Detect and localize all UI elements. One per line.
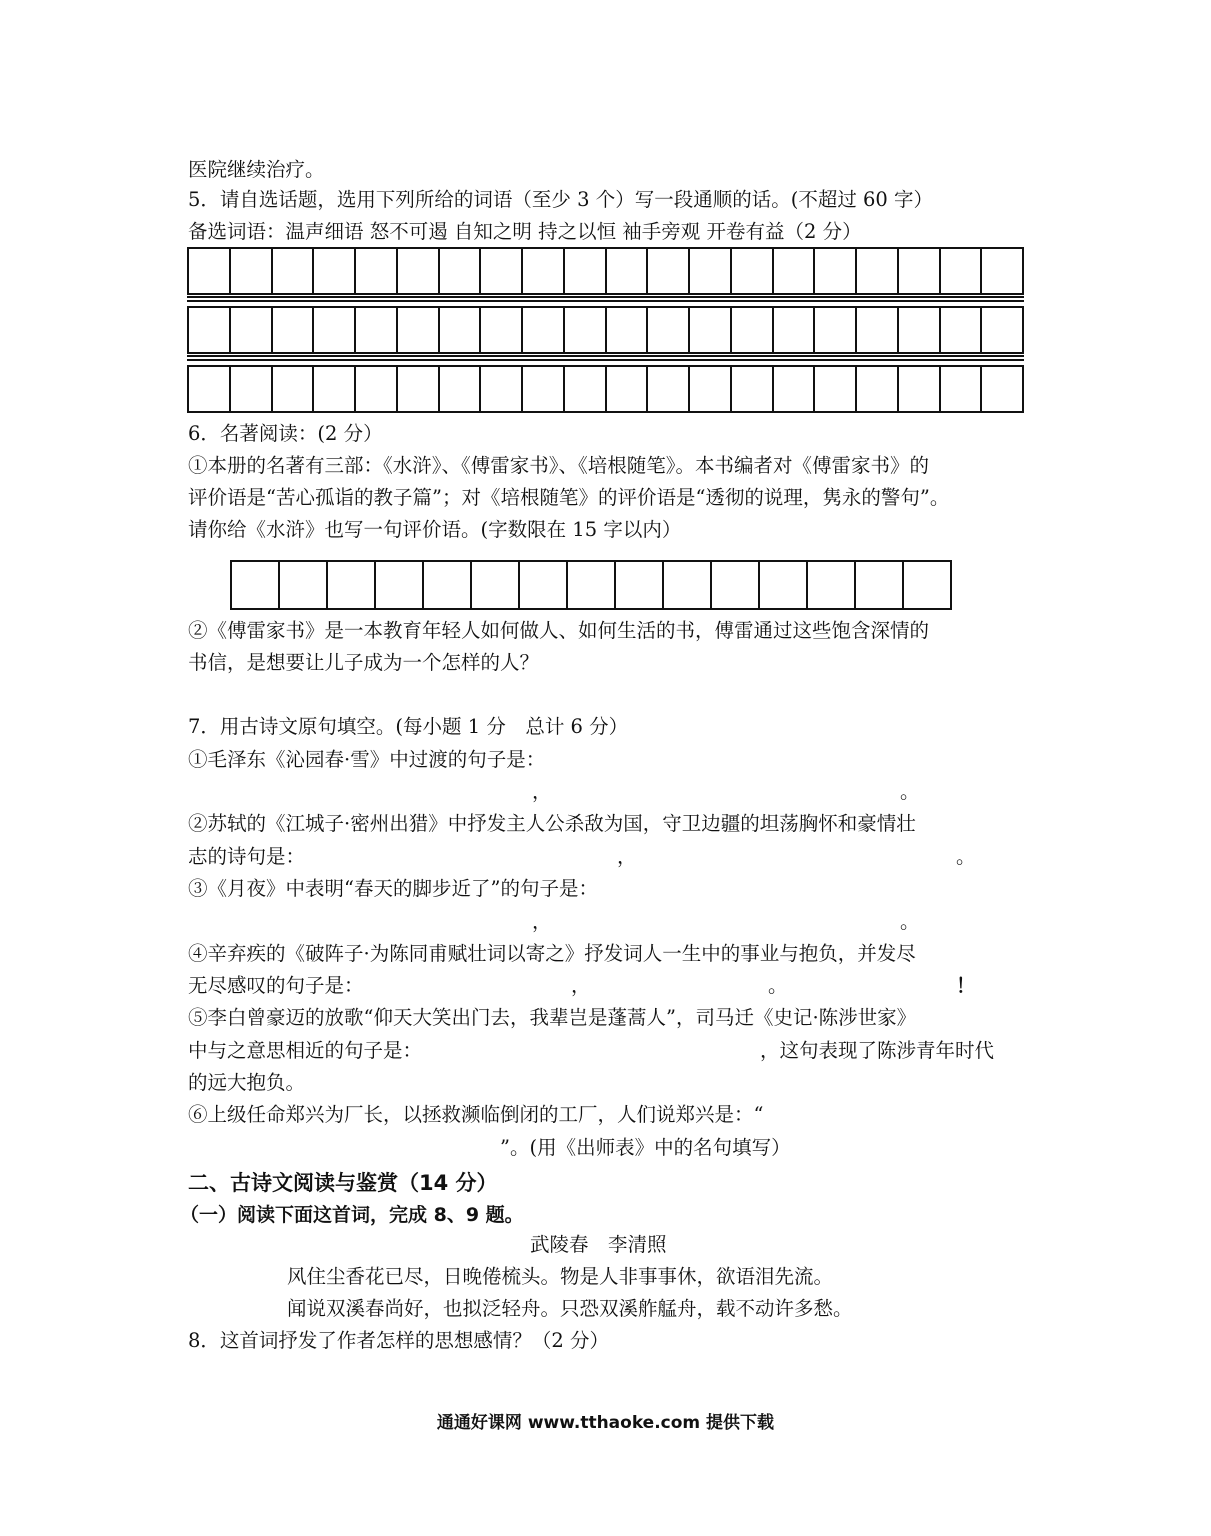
q6-title: 6．名著阅读：(2 分）: [188, 422, 383, 445]
q4-tail: 医院继续治疗。: [188, 158, 325, 181]
q7-item4-line1: ④辛弃疾的《破阵子·为陈同甫赋壮词以寄之》抒发词人一生中的事业与抱负，并发尽: [188, 942, 916, 965]
q7-item5-line2b: ，这句表现了陈涉青年时代: [760, 1039, 995, 1062]
blank-period: 。: [900, 780, 920, 803]
blank-comma: ，: [532, 910, 552, 933]
review-answer-grid[interactable]: [230, 560, 952, 610]
q6-p1-line1: ①本册的名著有三部：《水浒》、《傅雷家书》、《培根随笔》。本书编者对《傅雷家书》的: [188, 454, 930, 477]
q7-item5-line2a: 中与之意思相近的句子是：: [188, 1039, 423, 1062]
writing-grid-row-2[interactable]: [187, 306, 1024, 354]
blank-period: 。: [768, 974, 788, 997]
grid-separator: [187, 355, 1024, 361]
q6-p2-line2: 书信，是想要让儿子成为一个怎样的人？: [188, 651, 540, 674]
poem-line-2: 闻说双溪春尚好，也拟泛轻舟。只恐双溪舴艋舟，载不动许多愁。: [287, 1297, 853, 1320]
page-footer: 通通好课网 www.tthaoke.com 提供下载: [436, 1413, 775, 1433]
blank-comma: ，: [532, 780, 552, 803]
q7-item4-line2: 无尽感叹的句子是：: [188, 974, 364, 997]
blank-exclaim: ！: [956, 974, 976, 997]
section-heading: 二、古诗文阅读与鉴赏（14 分）: [188, 1171, 498, 1195]
blank-period: 。: [900, 910, 920, 933]
poem-line-1: 风住尘香花已尽，日晚倦梳头。物是人非事事休，欲语泪先流。: [287, 1265, 834, 1288]
q6-p1-line3: 请你给《水浒》也写一句评价语。(字数限在 15 字以内）: [188, 518, 682, 541]
q5-prompt: 5．请自选话题，选用下列所给的词语（至少 3 个）写一段通顺的话。(不超过 60 字）: [188, 188, 934, 211]
q6-p1-line2: 评价语是“苦心孤诣的教子篇”；对《培根随笔》的评价语是“透彻的说理，隽永的警句”。: [188, 486, 950, 509]
blank-comma: ，: [571, 974, 591, 997]
blank-comma: ，: [617, 845, 637, 868]
blank-period: 。: [956, 845, 976, 868]
q7-item5-line1: ⑤李白曾豪迈的放歌“仰天大笑出门去，我辈岂是蓬蒿人”，司马迁《史记·陈涉世家》: [188, 1006, 917, 1029]
subsection-heading: （一）阅读下面这首词，完成 8、9 题。: [180, 1204, 524, 1226]
q7-item2-line2: 志的诗句是：: [188, 845, 306, 868]
q7-item6-line1: ⑥上级任命郑兴为厂长，以拯救濒临倒闭的工厂，人们说郑兴是：“: [188, 1103, 764, 1126]
q7-title: 7．用古诗文原句填空。(每小题 1 分 总计 6 分）: [188, 715, 629, 738]
q7-item2-line1: ②苏轼的《江城子·密州出猎》中抒发主人公杀敌为国，守卫边疆的坦荡胸怀和豪情壮: [188, 812, 916, 835]
q6-p2-line1: ②《傅雷家书》是一本教育年轻人如何做人、如何生活的书，傅雷通过这些饱含深情的: [188, 619, 930, 642]
q7-item1: ①毛泽东《沁园春·雪》中过渡的句子是：: [188, 748, 546, 771]
q7-item6-line2: ”。(用《出师表》中的名句填写）: [500, 1136, 791, 1159]
writing-grid-row-3[interactable]: [187, 365, 1024, 413]
writing-grid-row-1[interactable]: [187, 247, 1024, 295]
q7-item3: ③《月夜》中表明“春天的脚步近了”的句子是：: [188, 877, 598, 900]
poem-title: 武陵春 李清照: [530, 1233, 667, 1256]
grid-separator: [187, 296, 1024, 302]
q8-prompt: 8．这首词抒发了作者怎样的思想感情？（2 分）: [188, 1329, 610, 1352]
q5-words: 备选词语：温声细语 怒不可遏 自知之明 持之以恒 袖手旁观 开卷有益（2 分）: [188, 220, 862, 243]
q7-item5-line3: 的远大抱负。: [188, 1071, 306, 1094]
